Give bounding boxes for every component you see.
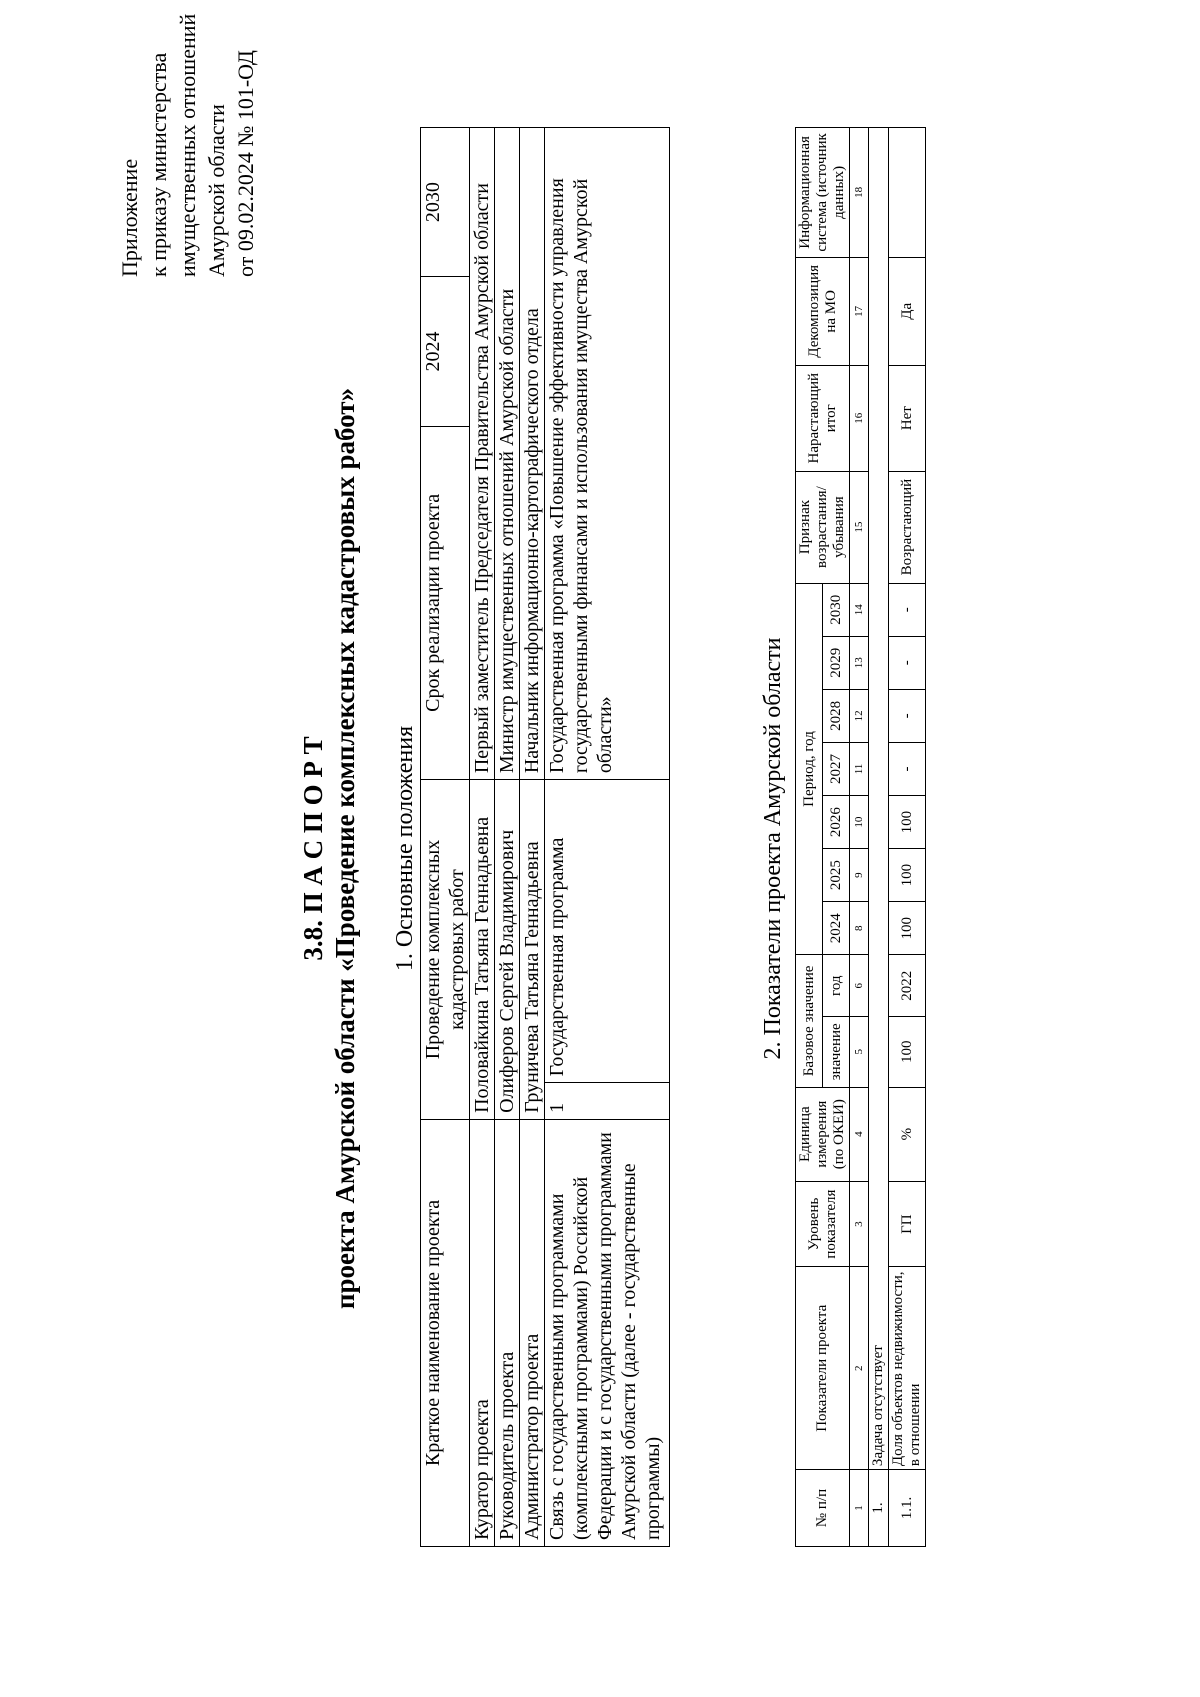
col-year-header: 2026 bbox=[823, 796, 850, 849]
row-year-value: 100 bbox=[889, 849, 926, 902]
row-year-value: 100 bbox=[889, 796, 926, 849]
appendix-line: Амурской области bbox=[204, 104, 229, 277]
col-cumulative-header: Нарастающий итог bbox=[796, 365, 850, 471]
column-number: 15 bbox=[850, 471, 869, 583]
table-row bbox=[421, 128, 470, 1547]
table-row bbox=[520, 128, 545, 1547]
row-year-value: - bbox=[889, 689, 926, 742]
short-name-label: Краткое наименование проекта bbox=[421, 1119, 470, 1546]
col-base-year-header: год bbox=[823, 955, 850, 1017]
appendix-line: к приказу министерства bbox=[146, 52, 171, 277]
column-number: 1 bbox=[850, 1470, 869, 1547]
table-row bbox=[545, 128, 670, 1547]
col-infosys-header: Информационная система (источник данных) bbox=[796, 128, 850, 258]
row-indicator: Доля объектов недвижимости, в отношении bbox=[889, 1267, 926, 1470]
admin-name: Груничева Татьяна Геннадьевна bbox=[520, 780, 545, 1120]
column-number: 9 bbox=[850, 849, 869, 902]
head-position: Министр имущественных отношений Амурской области bbox=[495, 128, 520, 780]
passport-subtitle: проекта Амурской области «Проведение комплексных кадастровых работ» bbox=[330, 387, 360, 1310]
column-number: 10 bbox=[850, 796, 869, 849]
row-year-value: - bbox=[889, 583, 926, 636]
column-number: 2 bbox=[850, 1267, 869, 1470]
appendix-line: имущественных отношений bbox=[175, 13, 200, 277]
col-indicator-header: Показатели проекта bbox=[796, 1267, 850, 1470]
col-period-header: Период, год bbox=[796, 583, 823, 955]
col-year-header: 2027 bbox=[823, 742, 850, 795]
curator-position: Первый заместитель Председателя Правительства Амурской области bbox=[470, 128, 495, 780]
appendix-line: от 09.02.2024 № 101-ОД bbox=[233, 50, 258, 277]
row-base-value: 100 bbox=[889, 1017, 926, 1087]
row-unit: % bbox=[889, 1087, 926, 1181]
main-provisions-table bbox=[420, 127, 670, 1547]
row-year-value: 100 bbox=[889, 902, 926, 955]
row-sign: Возрастающий bbox=[889, 471, 926, 583]
term-start: 2024 bbox=[421, 277, 470, 426]
section1-heading: 1. Основные положения bbox=[392, 725, 418, 972]
head-label: Руководитель проекта bbox=[495, 1119, 520, 1546]
column-number: 6 bbox=[850, 955, 869, 1017]
column-number: 11 bbox=[850, 742, 869, 795]
term-end: 2030 bbox=[421, 128, 470, 277]
curator-name: Половайкина Татьяна Геннадьевна bbox=[470, 780, 495, 1120]
link-value: Государственная программа «Повышение эффективности управления государственными финансами и использования имущества Амурской области» bbox=[545, 128, 670, 780]
curator-label: Куратор проекта bbox=[470, 1119, 495, 1546]
admin-label: Администратор проекта bbox=[520, 1119, 545, 1546]
column-number: 12 bbox=[850, 689, 869, 742]
col-num-header: № п/п bbox=[796, 1470, 850, 1547]
row-level: ГП bbox=[889, 1181, 926, 1267]
section2-heading: 2. Показатели проекта Амурской области bbox=[760, 637, 786, 1060]
admin-position: Начальник информационно-картографического отдела bbox=[520, 128, 545, 780]
column-number: 18 bbox=[850, 128, 869, 258]
col-year-header: 2029 bbox=[823, 636, 850, 689]
row-infosys bbox=[889, 128, 926, 258]
indicators-table bbox=[795, 127, 926, 1547]
column-number: 14 bbox=[850, 583, 869, 636]
row-year-value: - bbox=[889, 636, 926, 689]
link-num: 1 bbox=[545, 1083, 670, 1119]
col-level-header: Уровень показателя bbox=[796, 1181, 850, 1267]
table-row bbox=[470, 128, 495, 1547]
row-cumulative: Нет bbox=[889, 365, 926, 471]
numbering-row bbox=[850, 128, 869, 1547]
col-base-header: Базовое значение bbox=[796, 955, 823, 1087]
table-row bbox=[495, 128, 520, 1547]
link-type: Государственная программа bbox=[545, 780, 670, 1083]
col-decomp-header: Декомпозиция на МО bbox=[796, 257, 850, 365]
term-label: Срок реализации проекта bbox=[421, 426, 470, 780]
link-label: Связь с государственными программами (комплексными программами) Российской Федерации и с государственными программами Амурской области (далее - государственные программы) bbox=[545, 1119, 670, 1546]
col-year-header: 2028 bbox=[823, 689, 850, 742]
row-year-value: - bbox=[889, 742, 926, 795]
appendix-line: Приложение bbox=[117, 158, 142, 277]
task-num: 1. bbox=[869, 1470, 889, 1547]
task-row bbox=[869, 128, 889, 1547]
column-number: 4 bbox=[850, 1087, 869, 1181]
column-number: 3 bbox=[850, 1181, 869, 1267]
appendix-note bbox=[115, 13, 260, 277]
row-base-year: 2022 bbox=[889, 955, 926, 1017]
task-text: Задача отсутствует bbox=[869, 128, 889, 1470]
column-number: 8 bbox=[850, 902, 869, 955]
row-decomp: Да bbox=[889, 257, 926, 365]
col-year-header: 2025 bbox=[823, 849, 850, 902]
col-year-header: 2024 bbox=[823, 902, 850, 955]
col-base-value-header: значение bbox=[823, 1017, 850, 1087]
row-num: 1.1. bbox=[889, 1470, 926, 1547]
head-name: Олиферов Сергей Владимирович bbox=[495, 780, 520, 1120]
column-number: 5 bbox=[850, 1017, 869, 1087]
table-row bbox=[889, 128, 926, 1547]
col-unit-header: Единица измерения (по ОКЕИ) bbox=[796, 1087, 850, 1181]
passport-title: 3.8. П А С П О Р Т bbox=[298, 736, 328, 961]
column-number: 17 bbox=[850, 257, 869, 365]
header-row bbox=[796, 128, 823, 1547]
short-name-value: Проведение комплексных кадастровых работ bbox=[421, 780, 470, 1120]
col-year-header: 2030 bbox=[823, 583, 850, 636]
col-sign-header: Признак возрастания/ убывания bbox=[796, 471, 850, 583]
column-number: 16 bbox=[850, 365, 869, 471]
column-number: 13 bbox=[850, 636, 869, 689]
